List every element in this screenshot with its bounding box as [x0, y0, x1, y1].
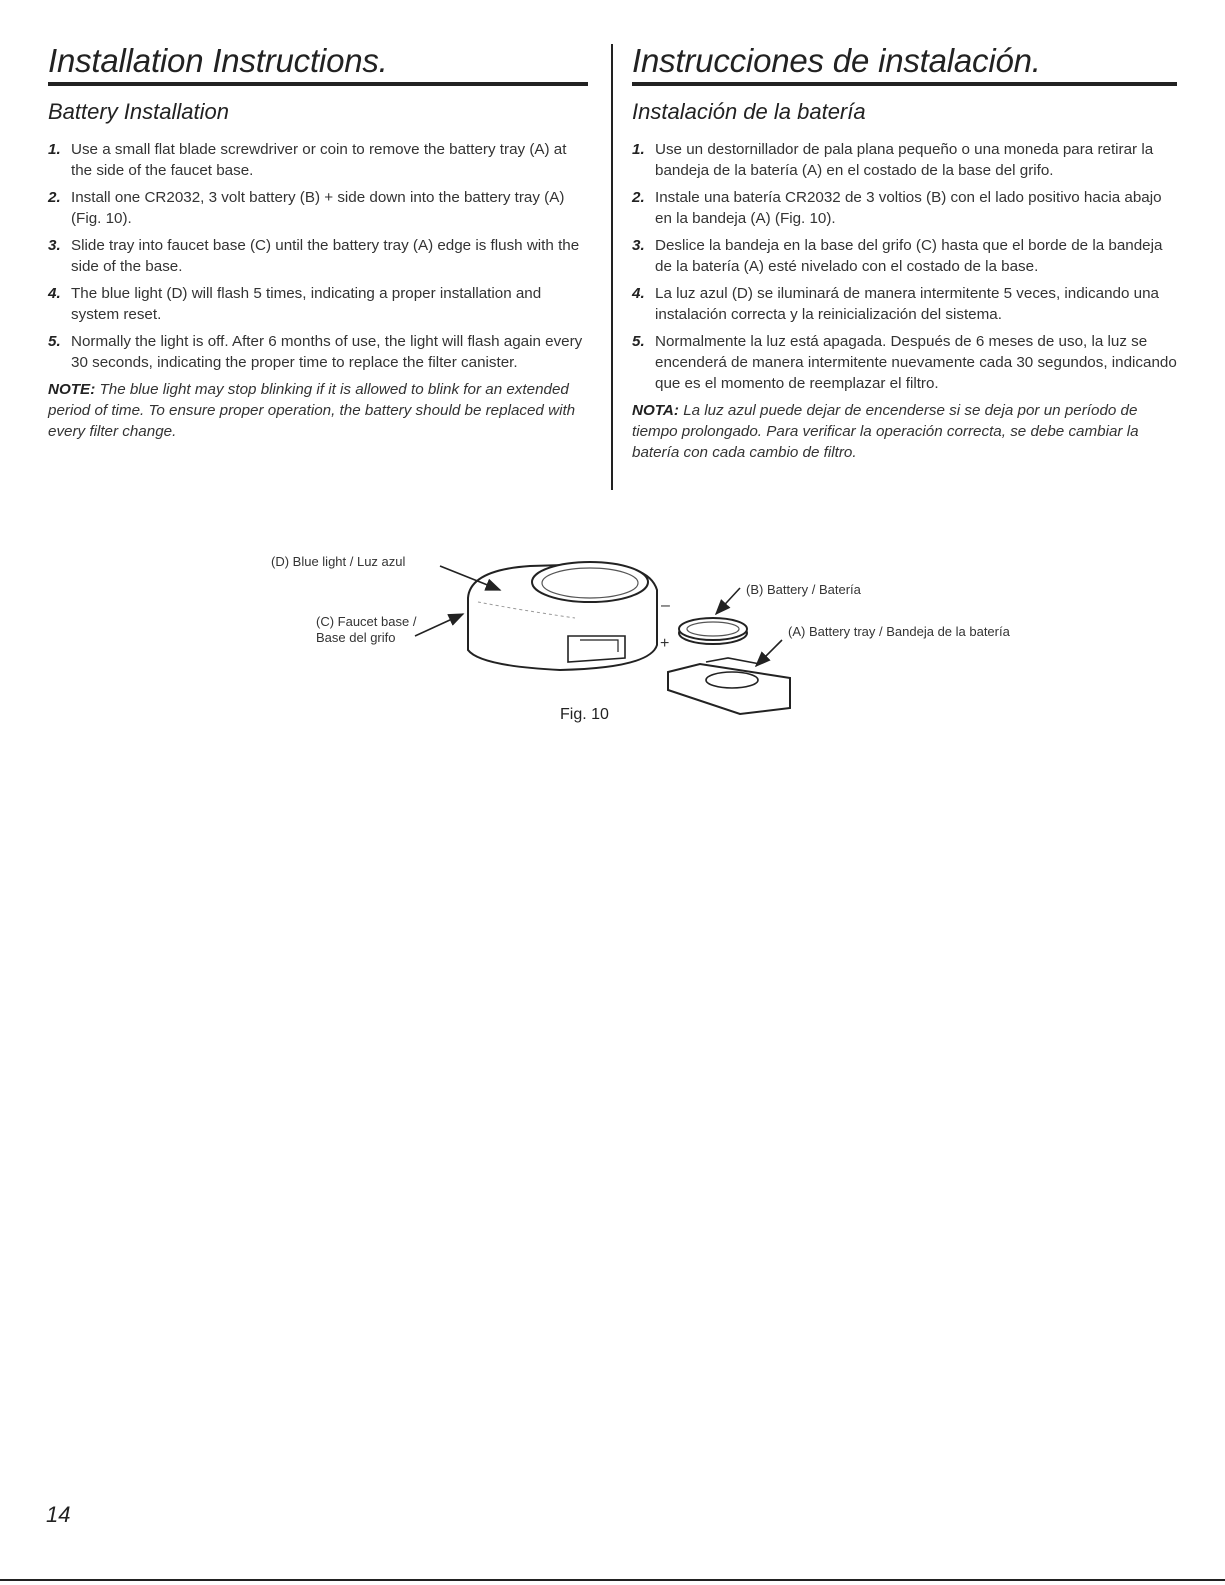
title-rule-spanish [632, 82, 1177, 86]
title-rule-english [48, 82, 588, 86]
section-heading-spanish: Instalación de la batería [632, 99, 866, 124]
figure-10 [0, 540, 1225, 740]
step-text: Normally the light is off. After 6 months of use, the light will flash again every 30 seconds, indicating the proper time to replace the filter canister. [71, 333, 583, 371]
column-divider [611, 44, 613, 490]
footer-rule [0, 1579, 1225, 1581]
step-text: Install one CR2032, 3 volt battery (B) + side down into the battery tray (A) (Fig. 10). [71, 189, 565, 227]
step-text: Normalmente la luz está apagada. Después de 6 meses de uso, la luz se encenderá de manera intermitente nuevamente cada 30 segundos, indicando que es el momento de reemplazar el filtro. [655, 333, 1177, 392]
label-faucet-base-line2: Base del grifo [316, 630, 396, 645]
note-english [48, 379, 588, 442]
spanish-column [632, 42, 1177, 463]
section-heading-english: Battery Installation [48, 99, 229, 124]
step-number: 1. [632, 141, 645, 158]
note-label: NOTA: [632, 402, 679, 419]
step-number: 5. [48, 333, 61, 350]
step-text: The blue light (D) will flash 5 times, indicating a proper installation and system reset. [71, 285, 542, 323]
page-title-english: Installation Instructions. [48, 42, 388, 79]
note-spanish [632, 400, 1177, 463]
leader-line-b [716, 588, 740, 614]
step-text: Use a small flat blade screwdriver or coin to remove the battery tray (A) at the side of the faucet base. [71, 141, 567, 179]
step-item [48, 235, 588, 277]
leader-line-a [756, 640, 782, 666]
step-item [632, 139, 1177, 181]
note-label: NOTE: [48, 381, 96, 398]
step-number: 5. [632, 333, 645, 350]
page-number: 14 [46, 1502, 71, 1527]
label-battery-tray: (A) Battery tray / Bandeja de la batería [788, 624, 1010, 639]
english-column [48, 42, 588, 442]
step-item [48, 187, 588, 229]
step-item [632, 187, 1177, 229]
battery-tray-drawing [668, 658, 790, 714]
battery-drawing [679, 618, 747, 644]
step-item [48, 331, 588, 373]
step-text: Slide tray into faucet base (C) until the battery tray (A) edge is flush with the side of the base. [71, 237, 580, 275]
step-number: 3. [48, 237, 61, 254]
step-number: 2. [48, 189, 61, 206]
faucet-base-drawing [468, 562, 657, 670]
steps-list-spanish [632, 139, 1177, 394]
label-battery: (B) Battery / Batería [746, 582, 861, 597]
label-blue-light: (D) Blue light / Luz azul [271, 554, 406, 569]
step-number: 1. [48, 141, 61, 158]
step-text: La luz azul (D) se iluminará de manera intermitente 5 veces, indicando una instalación correcta y la reinicialización del sistema. [655, 285, 1159, 323]
step-item [48, 139, 588, 181]
note-text: La luz azul puede dejar de encenderse si se deja por un período de tiempo prolongado. Para verificar la operación correcta, se debe cambiar la batería con cada cambio de filtro. [632, 402, 1139, 461]
step-number: 4. [632, 285, 645, 302]
step-item [632, 235, 1177, 277]
battery-diagram [0, 540, 1225, 740]
step-item [48, 283, 588, 325]
leader-line-c [415, 614, 463, 636]
figure-caption: Fig. 10 [560, 706, 609, 723]
step-number: 3. [632, 237, 645, 254]
minus-sign: – [661, 597, 670, 614]
label-faucet-base-line1: (C) Faucet base / [316, 614, 417, 629]
step-text: Deslice la bandeja en la base del grifo (C) hasta que el borde de la bandeja de la batería (A) esté nivelado con el costado de la base. [655, 237, 1163, 275]
step-text: Instale una batería CR2032 de 3 voltios (B) con el lado positivo hacia abajo en la bandeja (A) (Fig. 10). [655, 189, 1162, 227]
page-title-spanish: Instrucciones de instalación. [632, 42, 1041, 79]
note-text: The blue light may stop blinking if it is allowed to blink for an extended period of time. To ensure proper operation, the battery should be replaced with every filter change. [48, 381, 576, 440]
step-item [632, 283, 1177, 325]
plus-sign: + [660, 635, 670, 652]
steps-list-english [48, 139, 588, 373]
step-number: 4. [48, 285, 61, 302]
step-item [632, 331, 1177, 394]
step-text: Use un destornillador de pala plana pequeño o una moneda para retirar la bandeja de la batería (A) en el costado de la base del grifo. [655, 141, 1154, 179]
step-number: 2. [632, 189, 645, 206]
